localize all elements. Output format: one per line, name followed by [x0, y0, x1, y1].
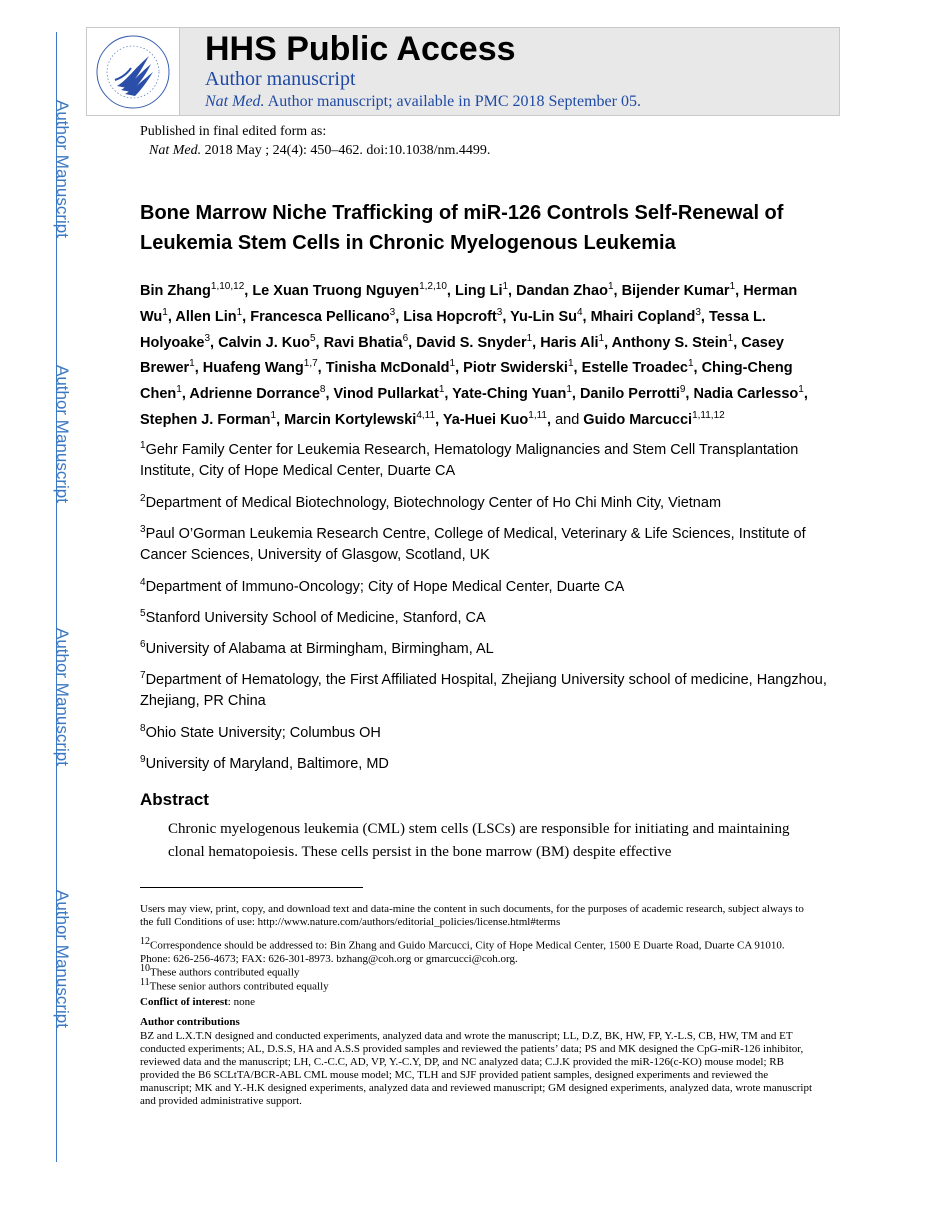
- availability-text: Author manuscript; available in PMC 2018 September 05.: [267, 93, 641, 110]
- author-affiliation-marker: 3: [204, 332, 211, 344]
- author-name: Ravi Bhatia: [323, 334, 403, 351]
- author-name: Guido Marcucci: [583, 411, 693, 428]
- affiliation-number: 8: [140, 723, 146, 734]
- author-name: Yu-Lin Su: [510, 308, 577, 325]
- author-name: Huafeng Wang: [202, 360, 304, 377]
- abstract-text: Chronic myelogenous leukemia (CML) stem cells (LSCs) are responsible for initiating and maintaining clonal hematopoiesis. These cells persist in the bone marrow (BM) despite effective: [168, 821, 790, 860]
- author-name: Piotr Swiderski: [463, 360, 568, 377]
- journal-name: Nat Med.: [205, 93, 265, 110]
- author-affiliation-marker: 4,11: [416, 410, 436, 422]
- author-affiliation-marker: 3: [695, 306, 701, 318]
- author-name: Tinisha McDonald: [325, 360, 450, 377]
- affiliation-number: 5: [140, 608, 146, 619]
- affiliation-number: 6: [140, 639, 146, 650]
- abstract-heading: Abstract: [140, 790, 209, 809]
- published-info: [140, 122, 490, 160]
- author-name: Anthony S. Stein: [611, 334, 728, 351]
- senior-text: These senior authors contributed equally: [149, 980, 329, 993]
- affiliation-text: Ohio State University; Columbus OH: [145, 724, 381, 741]
- affiliation-text: Department of Hematology, the First Affiliated Hospital, Zhejiang University school of medicine, Hangzhou, Zhejiang, PR China: [140, 671, 827, 709]
- author-affiliation-marker: 3: [389, 306, 396, 318]
- author-name: Mhairi Copland: [590, 308, 696, 325]
- author-name: Vinod Pullarkat: [333, 386, 439, 403]
- author-affiliation-marker: 8: [319, 384, 326, 396]
- author-affiliation-marker: 1: [687, 358, 694, 370]
- affiliation-text: Paul O’Gorman Leukemia Research Centre, College of Medical, Veterinary & Life Sciences, Institute of Cancer Sciences, University of Glasgow, Scotland, UK: [140, 525, 806, 563]
- affiliation-item: [140, 634, 830, 660]
- author-name: Stephen J. Forman: [140, 411, 271, 428]
- side-label-2: Author Manuscript: [53, 365, 72, 503]
- author-name: Casey Brewer: [140, 334, 784, 377]
- correspondence-text: Correspondence should be addressed to: Bin Zhang and Guido Marcucci, City of Hope Medical Center, 1500 E Duarte Road, Duarte CA 91010. Phone: 626-256-4673; FAX: 626-301-8973. bzhang@coh.org or gmarcucci@coh.org.: [140, 939, 785, 965]
- coi-note: [140, 996, 815, 1009]
- affiliation-number: 9: [140, 754, 146, 765]
- author-affiliation-marker: 1: [502, 281, 509, 292]
- author-affiliation-marker: 1: [270, 410, 277, 422]
- author-name: Marcin Kortylewski: [284, 411, 417, 428]
- affiliation-item: [140, 435, 830, 482]
- author-name: Francesca Pellicano: [250, 308, 390, 325]
- author-affiliation-marker: 1: [607, 281, 614, 292]
- affiliation-number: 2: [140, 493, 146, 504]
- side-label-1: Author Manuscript: [53, 100, 72, 238]
- paper-title: Bone Marrow Niche Trafficking of miR-126 Controls Self-Renewal of Leukemia Stem Cells in Chronic Myelogenous Leukemia: [140, 202, 784, 254]
- hhs-eagle-icon: [87, 28, 179, 115]
- author-name: Calvin J. Kuo: [218, 334, 310, 351]
- author-name: David S. Snyder: [416, 334, 527, 351]
- author-affiliation-marker: 5: [309, 332, 316, 344]
- author-affiliation-marker: 1: [526, 332, 533, 344]
- author-name: Danilo Perrotti: [579, 386, 680, 403]
- author-affiliation-marker: 6: [402, 332, 409, 344]
- coi-value: : none: [227, 996, 255, 1008]
- author-name: Herman Wu: [140, 282, 798, 325]
- author-affiliation-marker: 1: [189, 358, 195, 370]
- author-affiliation-marker: 1: [729, 281, 736, 292]
- author-affiliation-marker: 1: [449, 358, 456, 370]
- corr-marker: 12: [140, 936, 150, 947]
- affiliation-text: Gehr Family Center for Leukemia Research, Hematology Malignancies and Stem Cell Transplantation Institute, City of Hope Medical Center, Duarte CA: [140, 441, 799, 479]
- affiliation-text: University of Maryland, Baltimore, MD: [145, 755, 389, 772]
- side-label-4: Author Manuscript: [53, 890, 72, 1028]
- author-affiliation-marker: 1: [598, 332, 605, 344]
- affiliation-text: Department of Medical Biotechnology, Biotechnology Center of Ho Chi Minh City, Vietnam: [145, 494, 722, 511]
- author-affiliation-marker: 1: [727, 332, 734, 344]
- hhs-logo: [87, 28, 180, 115]
- equal-marker: 10: [140, 963, 150, 974]
- senior-note: [140, 976, 815, 994]
- senior-marker: 11: [140, 977, 150, 988]
- hhs-subtitle: Author manuscript: [205, 68, 356, 90]
- author-affiliation-marker: 1,11,12: [692, 410, 725, 422]
- side-label-3: Author Manuscript: [53, 628, 72, 766]
- author-name: Le Xuan Truong Nguyen: [252, 282, 420, 299]
- contrib-heading: Author contributions: [140, 1016, 240, 1028]
- author-affiliation-marker: 1: [567, 358, 574, 370]
- affiliation-number: 1: [140, 440, 146, 451]
- license-note: Users may view, print, copy, and download text and data-mine the content in such documents, for the purposes of academic research, subject always to the full Conditions of use: http://www.nature.com/authors/editorial_policies/license.html#terms: [140, 903, 804, 928]
- author-affiliation-marker: 3: [496, 306, 503, 318]
- author-affiliation-marker: 1: [798, 384, 804, 396]
- author-list: Bin Zhang$^{1,10,12}$, Le Xuan Truong Nguyen$^{1,2,10}$, Ling Li$^1$, Dandan Zhao$^1$, Bijender Kumar$^1$, Herman Wu$^1$, Allen Lin$^1$, Francesca Pellicano$^3$, Lisa Hopcroft$^3$, Yu-Lin Su$^4$, Mhairi Copland$^3$, Tessa L. Holyoake$^3$, Calvin J. Kuo$^5$, Ravi Bhatia$^6$, David S. Snyder$^1$, Haris Ali$^1$, Anthony S. Stein$^1$, Casey Brewer$^1$, Huafeng Wang$^{1,7}$, Tinisha McDonald$^1$, Piotr Swiderski$^1$, Estelle Troadec$^1$, Ching-Cheng Chen$^1$, Adrienne Dorrance$^8$, Vinod Pullarkat$^1$, Yate-Ching Yuan$^1$, Danilo Perrotti$^9$, Nadia Carlesso$^1$, Stephen J. Forman$^1$, Marcin Kortylewski$^{4,11}$, Ya-Huei Kuo$^{1,11}$, and Guido Marcucci$^{1,11,12}$: [140, 281, 808, 428]
- citation-text: 2018 May ; 24(4): 450–462. doi:10.1038/nm.4499.: [204, 143, 491, 158]
- author-name: Lisa Hopcroft: [403, 308, 497, 325]
- author-affiliation-marker: 1,10,12: [210, 281, 245, 292]
- affiliation-text: Department of Immuno-Oncology; City of Hope Medical Center, Duarte CA: [145, 578, 625, 595]
- author-name: Ya-Huei Kuo: [442, 411, 529, 428]
- author-name: Bijender Kumar: [621, 282, 730, 299]
- affiliation-item: [140, 749, 830, 775]
- footnote-rule: [140, 887, 363, 888]
- affiliation-item: [140, 665, 830, 712]
- author-name: Tessa L. Holyoake: [140, 308, 766, 351]
- hhs-availability: [205, 93, 641, 111]
- author-name: Estelle Troadec: [581, 360, 688, 377]
- affiliation-number: 4: [140, 577, 146, 588]
- citation-line: [140, 141, 490, 160]
- hhs-title: HHS Public Access: [205, 30, 516, 68]
- author-affiliation-marker: 9: [679, 384, 686, 396]
- author-affiliation-marker: 4: [576, 306, 583, 318]
- affiliation-text: Stanford University School of Medicine, Stanford, CA: [145, 609, 486, 626]
- author-affiliation-marker: 1,11: [528, 410, 547, 422]
- affiliation-number: 3: [140, 524, 146, 535]
- author-affiliation-marker: 1,7: [303, 358, 318, 370]
- contrib-text: BZ and L.X.T.N designed and conducted experiments, analyzed data and wrote the manuscript; LL, D.Z, BK, HW, FP, Y.-L.S, CB, HW, TM and ET conducted experiments; AL, D.S.S, HA and A.S.S provided samples and reviewed the patients’ data; PS and MK designed the CpG-miR-126 inhibitor, reviewed data and the manuscript; LH, C.-C.C, AD, VP, Y.-C.Y, DP, and NC analyzed data; C.J.K provided the miR-126(c-KO) mouse model; RB provided the B6 SCLtTA/BCR-ABL CML mouse model; MC, TLH and SJF provided patient samples, designed experiments and reviewed the manuscript; MK and Y.-H.K designed experiments, analyzed data and reviewed manuscript; GM designed experiments, analyzed data, wrote manuscript and provided administrative support.: [140, 1030, 813, 1107]
- author-name: Adrienne Dorrance: [189, 386, 320, 403]
- affiliation-item: [140, 519, 830, 566]
- affiliation-text: University of Alabama at Birmingham, Birmingham, AL: [145, 640, 494, 657]
- author-name: Nadia Carlesso: [693, 386, 799, 403]
- author-affiliation-marker: 1: [176, 384, 182, 396]
- author-affiliation-marker: 1: [566, 384, 572, 396]
- author-name: Allen Lin: [175, 308, 237, 325]
- author-name: Haris Ali: [540, 334, 599, 351]
- author-name: Dandan Zhao: [516, 282, 608, 299]
- coi-label: Conflict of interest: [140, 996, 228, 1008]
- equal-text: These authors contributed equally: [150, 966, 300, 979]
- author-affiliation-marker: 1: [162, 306, 168, 318]
- affiliation-item: [140, 718, 830, 744]
- affiliation-item: [140, 572, 830, 598]
- author-name: Ling Li: [454, 282, 503, 299]
- affiliation-item: [140, 603, 830, 629]
- author-name: Yate-Ching Yuan: [452, 386, 567, 403]
- author-name: Bin Zhang: [140, 282, 211, 299]
- author-affiliation-marker: 1: [438, 384, 445, 396]
- author-affiliation-marker: 1,2,10: [419, 281, 447, 292]
- hhs-header: [86, 27, 840, 116]
- citation-journal: Nat Med.: [149, 143, 202, 158]
- author-affiliation-marker: 1: [236, 306, 243, 318]
- author-name: Ching-Cheng Chen: [140, 360, 793, 403]
- affiliation-number: 7: [140, 670, 146, 681]
- affiliation-item: [140, 488, 830, 514]
- published-label: Published in final edited form as:: [140, 124, 327, 139]
